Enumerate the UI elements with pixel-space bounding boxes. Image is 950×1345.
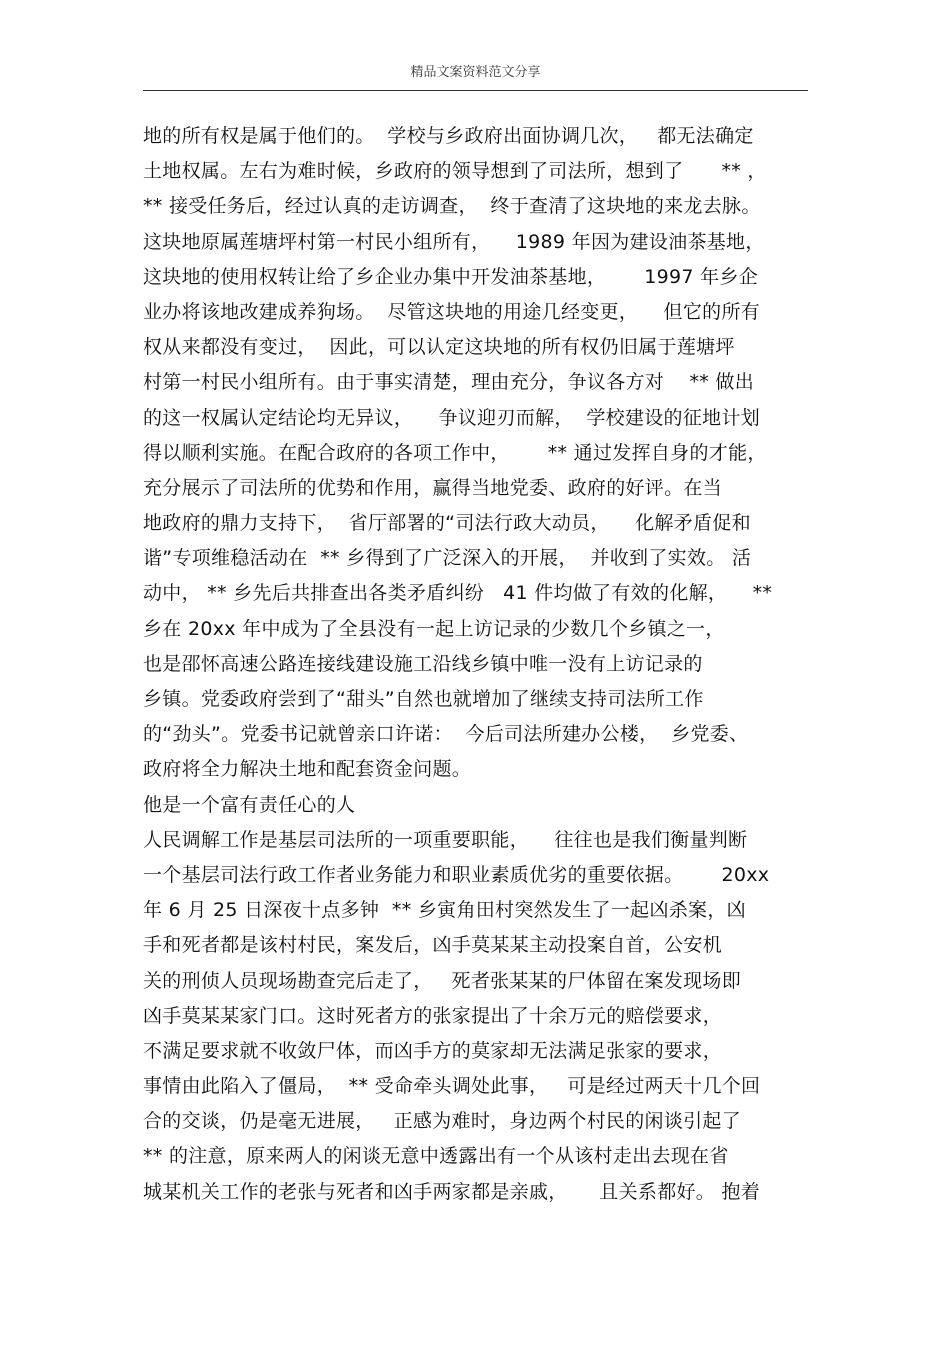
text-line: 充分展示了司法所的优势和作用，赢得当地党委、政府的好评。在当 — [143, 476, 723, 499]
text-line: 土地权属。左右为难时候，乡政府的领导想到了司法所，想到了 ** ， — [143, 160, 767, 183]
text-line: 也是邵怀高速公路连接线建设施工沿线乡镇中唯一没有上访记录的 — [143, 652, 703, 675]
text-line: 谐”专项维稳活动在 ** 乡得到了广泛深入的开展， 并收到了实效。 活 — [143, 547, 752, 570]
document-body — [143, 119, 813, 1210]
text-line: 乡镇。党委政府尝到了“甜头”自然也就增加了继续支持司法所工作 — [143, 688, 704, 710]
page-header-title: 精品文案资料范文分享 — [410, 65, 541, 80]
text-line: 得以顺利实施。在配合政府的各项工作中， ** 通过发挥自身的才能， — [143, 441, 767, 464]
text-line: 合的交谈，仍是毫无进展， 正感为难时，身边两个村民的闲谈引起了 — [143, 1110, 742, 1133]
text-line: 不满足要求就不收敛尸体，而凶手方的莫家却无法满足张家的要求， — [143, 1039, 723, 1062]
text-line: 权从来都没有变过， 因此，可以认定这块地的所有权仍旧属于莲塘坪 — [143, 336, 735, 359]
text-line: 业办将该地改建成养狗场。 尽管这块地的用途几经变更， 但它的所有 — [143, 300, 761, 323]
text-line: 关的刑侦人员现场勘查完后走了， 死者张某某的尸体留在案发现场即 — [143, 969, 742, 992]
text-line: 年 6 月 25 日深夜十点多钟 ** 乡寅角田村突然发生了一起凶杀案，凶 — [143, 899, 746, 922]
text-line: 村第一村民小组所有。由于事实清楚，理由充分，争议各方对 ** 做出 — [143, 371, 754, 394]
text-line: 动中， ** 乡先后共排查出各类矛盾纠纷 41 件均做了有效的化解， ** — [143, 582, 773, 605]
text-line: 乡在 20xx 年中成为了全县没有一起上访记录的少数几个乡镇之一， — [143, 617, 725, 640]
text-line: 事情由此陷入了僵局， ** 受命牵头调处此事， 可是经过两天十几个回 — [143, 1075, 761, 1098]
text-line: ** 的注意，原来两人的闲谈无意中透露出有一个从该村走出去现在省 — [143, 1145, 729, 1168]
text-line: 地政府的鼎力支持下， 省厅部署的“司法行政大动员， 化解矛盾促和 — [143, 512, 751, 535]
section-heading: 他是一个富有责任心的人 — [143, 793, 356, 816]
text-line: 人民调解工作是基层司法所的一项重要职能， 往往也是我们衡量判断 — [143, 828, 748, 851]
text-line: 这块地原属莲塘坪村第一村民小组所有， 1989 年因为建设油茶基地， — [143, 230, 765, 253]
header-divider — [143, 90, 808, 91]
text-line: 的这一权属认定结论均无异议， 争议迎刃而解， 学校建设的征地计划 — [143, 406, 761, 429]
text-line: 政府将全力解决土地和配套资金问题。 — [143, 758, 472, 781]
text-line: 这块地的使用权转让给了乡企业办集中开发油茶基地， 1997 年乡企 — [143, 265, 759, 288]
text-line: 城某机关工作的老张与死者和凶手两家都是亲戚， 且关系都好。 抱着 — [143, 1180, 761, 1203]
text-line: 地的所有权是属于他们的。 学校与乡政府出面协调几次， 都无法确定 — [143, 125, 754, 147]
text-line: ** 接受任务后，经过认真的走访调查， 终于查清了这块地的来龙去脉。 — [143, 195, 761, 218]
text-line: 手和死者都是该村村民，案发后，凶手莫某某主动投案自首，公安机 — [143, 934, 723, 957]
text-line: 的“劲头”。党委书记就曾亲口许诺： 今后司法所建办公楼， 乡党委、 — [143, 723, 749, 746]
text-line: 凶手莫某某家门口。这时死者方的张家提出了十余万元的赔偿要求， — [143, 1004, 723, 1027]
text-line: 一个基层司法行政工作者业务能力和职业素质优劣的重要依据。 20xx — [143, 863, 770, 886]
